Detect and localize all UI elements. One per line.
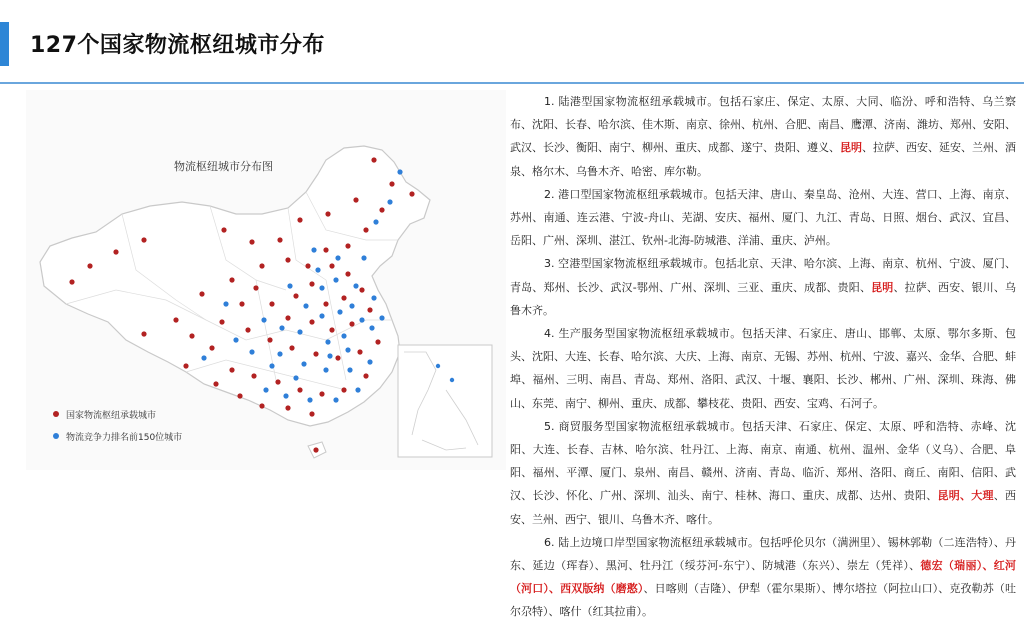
paragraph-port [510,183,1016,253]
text-segment: 1. 陆港型国家物流枢纽承载城市。包括石家庄、保定、太原、大同、临汾、呼和浩特、乌兰察布、沈阳、长春、哈尔滨、佳木斯、南京、徐州、杭州、合肥、南昌、鹰潭、济南、潍坊、郑州、安阳、武汉、长沙、衡阳、南宁、柳州、重庆、成都、遂宁、贵阳、遵义、 [510,95,1016,155]
text-segment: 6. 陆上边境口岸型国家物流枢纽承载城市。包括呼伦贝尔（满洲里）、锡林郭勒（二连浩特）、丹东、延边（珲春）、黑河、牡丹江（绥芬河-东宁）、防城港（东兴）、崇左（凭祥）、 [510,535,1016,573]
highlight-yunnan-border: 德宏（瑞丽）、红河（河口）、西双版纳（磨憨） [510,559,1017,596]
text-segment: 4. 生产服务型国家物流枢纽承载城市。包括天津、石家庄、唐山、邯郸、太原、鄂尔多斯、包头、沈阳、大连、长春、哈尔滨、大庆、上海、南京、无锡、苏州、杭州、宁波、嘉兴、金华、合肥、蚌埠、福州、三明、南昌、青岛、郑州、洛阳、武汉、十堰、襄阳、长沙、郴州、广州、深圳、珠海、佛山、东莞、南宁、柳州、重庆、成都、攀枝花、贵阳、西安、宝鸡、石河子。 [510,327,1016,410]
paragraph-border-port [510,531,1016,624]
map-title: 物流枢纽城市分布图 [174,160,273,173]
text-segment: 、拉萨、西安、延安、兰州、酒泉、格尔木、乌鲁木齐、哈密、库尔勒。 [510,141,1016,178]
china-logistics-map [26,90,506,470]
legend-swatch-hub [53,411,59,417]
highlight-kunming: 昆明 [840,141,862,155]
south-china-sea-inset [398,345,492,457]
text-segment: 3. 空港型国家物流枢纽承载城市。包括北京、天津、哈尔滨、上海、南京、杭州、宁波、厦门、青岛、郑州、长沙、武汉-鄂州、广州、深圳、三亚、重庆、成都、贵阳、 [510,257,1016,294]
paragraph-land-port [510,90,1016,183]
highlight-kunming: 昆明 [871,280,894,294]
text-segment: 5. 商贸服务型国家物流枢纽承载城市。包括天津、石家庄、保定、太原、呼和浩特、赤峰、沈阳、大连、长春、吉林、哈尔滨、牡丹江、上海、南京、南通、杭州、温州、金华（义乌）、合肥、阜阳、福州、平潭、厦门、泉州、南昌、赣州、济南、青岛、临沂、郑州、洛阳、商丘、南阳、信阳、武汉、长沙、怀化、广州、深圳、汕头、南宁、桂林、海口、重庆、成都、达州、贵阳、 [510,419,1016,503]
china-outline [40,146,430,426]
text-segment: 、西安、兰州、西宁、银川、乌鲁木齐、喀什。 [510,489,1016,526]
title-divider [0,82,1024,84]
paragraph-trade-service [510,415,1016,531]
highlight-kunming-dali: 昆明、大理 [937,489,994,503]
page-title: 127个国家物流枢纽城市分布 [30,33,325,58]
map-legend [53,409,182,443]
legend-swatch-top150 [53,433,59,439]
legend-label-top150: 物流竞争力排名前150位城市 [66,433,183,443]
paragraph-airport [510,252,1016,322]
paragraph-production-service [510,322,1016,415]
text-segment: 2. 港口型国家物流枢纽承载城市。包括天津、唐山、秦皇岛、沧州、大连、营口、上海、南京、苏州、南通、连云港、宁波-舟山、芜湖、安庆、福州、厦门、九江、青岛、日照、烟台、武汉、宜昌、岳阳、广州、深圳、湛江、钦州-北海-防城港、洋浦、重庆、泸州。 [510,187,1016,248]
hub-city-list [510,90,1017,619]
text-segment: 、日喀则（吉隆）、伊犁（霍尔果斯）、博尔塔拉（阿拉山口）、克孜勒苏（吐尔尕特）、喀什（红其拉甫）。 [510,582,1017,619]
title-accent-bar [0,22,9,66]
legend-label-hub: 国家物流枢纽承载城市 [66,411,157,421]
text-segment: 、拉萨、西安、银川、乌鲁木齐。 [510,280,1016,317]
